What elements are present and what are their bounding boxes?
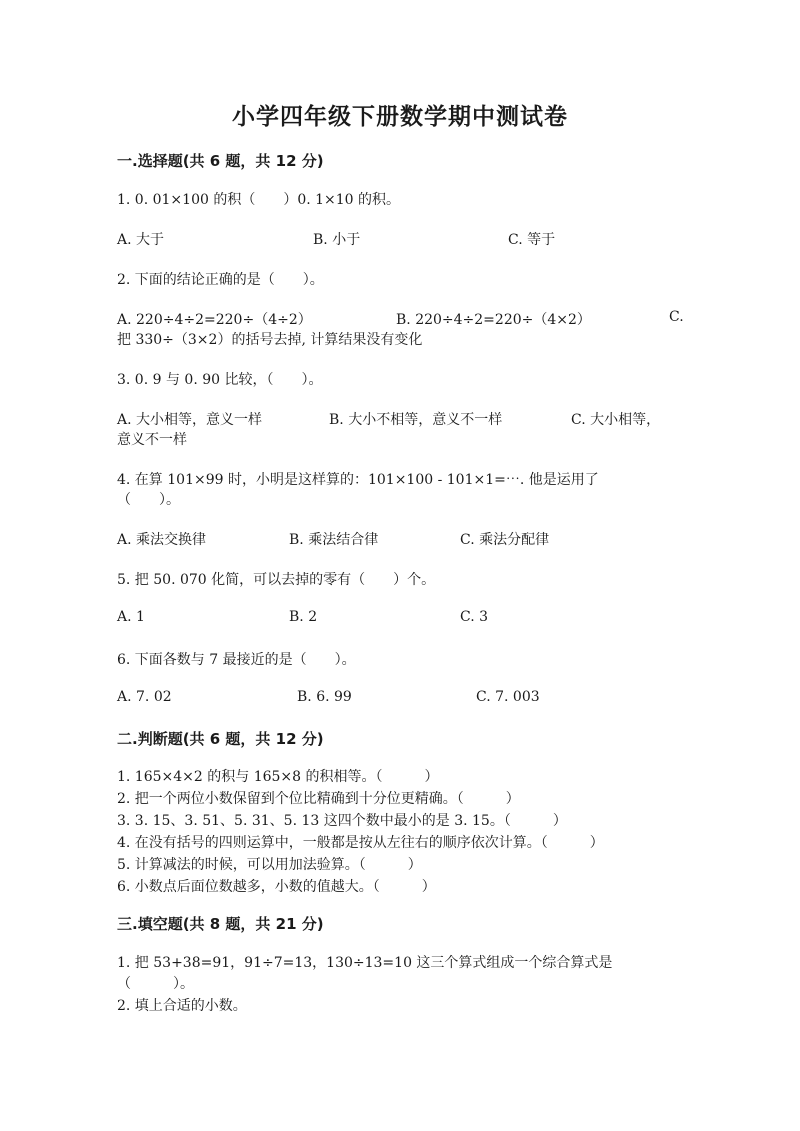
question-stem: 4. 在算 101×99 时，小明是这样算的：101×100 - 101×1=⋯. 他是运用了 — [117, 472, 599, 488]
option-b: B. 6. 99 — [297, 689, 352, 705]
judge-item: 5. 计算减法的时候，可以用加法验算。（ ） — [117, 857, 422, 873]
option-c-continued: 意义不一样 — [117, 432, 187, 448]
option-c: C. — [669, 309, 684, 325]
question-stem: 3. 0. 9 与 0. 90 比较，（ ）。 — [117, 372, 323, 388]
judge-item: 6. 小数点后面位数越多，小数的值越大。（ ） — [117, 879, 436, 895]
option-a: A. 7. 02 — [117, 689, 172, 705]
judge-item: 2. 把一个两位小数保留到个位比精确到十分位更精确。（ ） — [117, 791, 520, 807]
option-a: A. 1 — [117, 609, 145, 625]
option-c: C. 3 — [460, 609, 489, 625]
page-title: 小学四年级下册数学期中测试卷 — [232, 104, 568, 130]
option-b: B. 2 — [289, 609, 318, 625]
judge-item: 1. 165×4×2 的积与 165×8 的积相等。（ ） — [117, 769, 439, 785]
option-c: C. 乘法分配律 — [460, 532, 550, 548]
option-c-continued: 把 330÷（3×2）的括号去掉, 计算结果没有变化 — [117, 332, 423, 348]
fill-item: 2. 填上合适的小数。 — [117, 998, 247, 1014]
option-b: B. 乘法结合律 — [289, 532, 379, 548]
option-a: A. 大于 — [117, 232, 165, 248]
section-heading-choice: 一.选择题(共 6 题，共 12 分) — [117, 152, 324, 170]
option-c: C. 大小相等， — [571, 412, 661, 428]
question-stem: 5. 把 50. 070 化简，可以去掉的零有（ ）个。 — [117, 572, 436, 588]
question-stem: 1. 0. 01×100 的积（ ）0. 1×10 的积。 — [117, 192, 401, 208]
option-b: B. 小于 — [313, 232, 361, 248]
fill-item-continued: （ ）。 — [117, 976, 194, 992]
section-heading-fill: 三.填空题(共 8 题，共 21 分) — [117, 915, 324, 933]
option-a: A. 220÷4÷2=220÷（4÷2） — [117, 312, 312, 328]
option-b: B. 220÷4÷2=220÷（4×2） — [396, 312, 591, 328]
question-stem: 2. 下面的结论正确的是（ ）。 — [117, 272, 324, 288]
option-a: A. 乘法交换律 — [117, 532, 207, 548]
section-heading-judge: 二.判断题(共 6 题，共 12 分) — [117, 730, 324, 748]
fill-item: 1. 把 53+38=91，91÷7=13，130÷13=10 这三个算式组成一个综合算式是 — [117, 955, 613, 971]
question-stem: 6. 下面各数与 7 最接近的是（ ）。 — [117, 652, 356, 668]
judge-item: 4. 在没有括号的四则运算中，一般都是按从左往右的顺序依次计算。（ ） — [117, 835, 604, 851]
question-stem-continued: （ ）。 — [117, 492, 180, 508]
option-a: A. 大小相等，意义一样 — [117, 412, 263, 428]
option-c: C. 7. 003 — [476, 689, 540, 705]
option-c: C. 等于 — [508, 232, 556, 248]
judge-item: 3. 3. 15、3. 51、5. 31、5. 13 这四个数中最小的是 3. 15。（ ） — [117, 813, 567, 829]
option-b: B. 大小不相等，意义不一样 — [329, 412, 503, 428]
